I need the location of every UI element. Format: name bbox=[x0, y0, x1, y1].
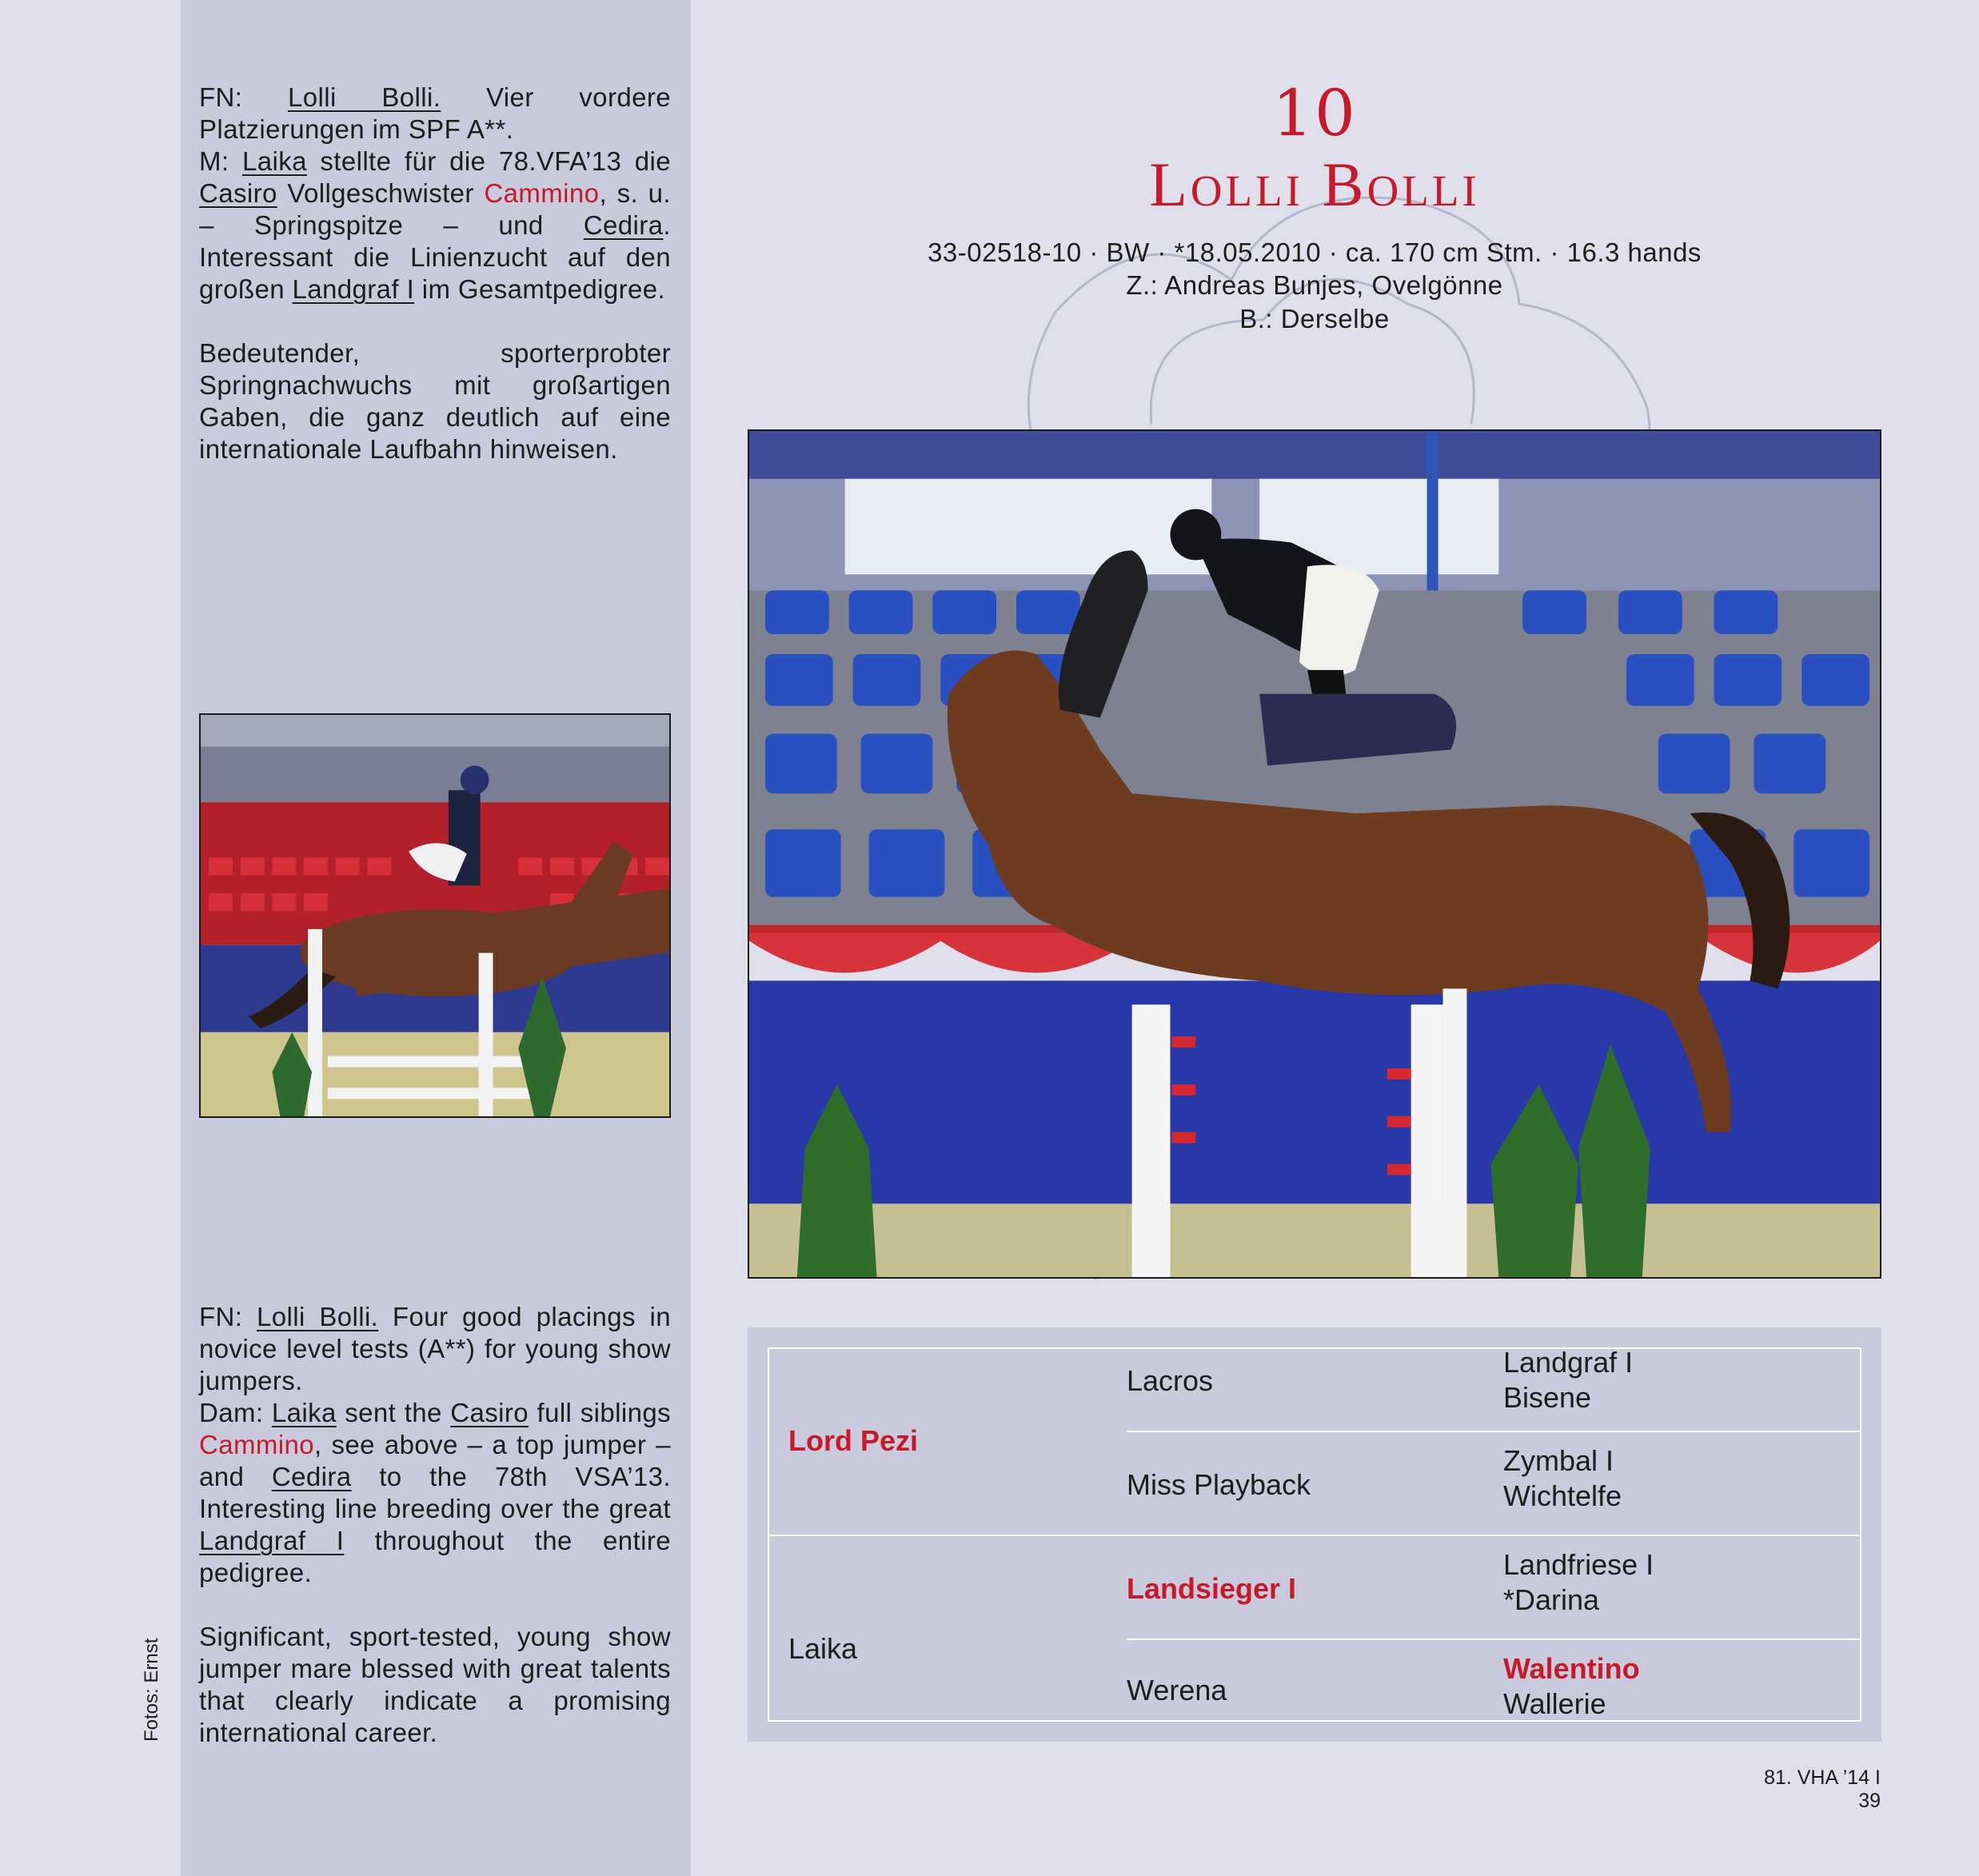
text-span: to the 78th VSA’13. Interesting line breeding over the great bbox=[199, 1462, 671, 1523]
cammino-highlight: Cammino bbox=[484, 178, 600, 208]
dam-label: Dam: bbox=[199, 1398, 272, 1427]
pedigree-sss: Landgraf I bbox=[1503, 1346, 1634, 1379]
text-span: sent the bbox=[336, 1398, 451, 1427]
page-number: 81. VHA ’14 I 39 bbox=[1764, 1766, 1881, 1812]
description-german bbox=[199, 82, 671, 465]
lot-number: 10 bbox=[1272, 76, 1357, 150]
pedigree-dam-dam: Werena bbox=[1127, 1674, 1227, 1706]
text-span: . Interessant die Linienzucht auf den großen bbox=[199, 210, 671, 304]
pedigree-ssd: Bisene bbox=[1503, 1381, 1592, 1414]
text-span: , s. u. – Springspitze – und bbox=[199, 178, 672, 240]
horse-name-link: Lolli Bolli. bbox=[257, 1302, 379, 1331]
main-jumping-photo bbox=[748, 429, 1881, 1279]
pedigree-dss: Landfriese I bbox=[1503, 1548, 1654, 1581]
casiro-link: Casiro bbox=[450, 1398, 529, 1427]
landgraf-link: Landgraf I bbox=[199, 1526, 345, 1555]
cedira-link: Cedira bbox=[271, 1462, 352, 1491]
fn-label: FN: bbox=[199, 1302, 257, 1331]
fn-label: FN: bbox=[199, 82, 289, 112]
pedigree-ddd: Wallerie bbox=[1503, 1687, 1606, 1720]
pedigree-divider bbox=[1127, 1431, 1860, 1432]
breeder-line: Z.: Andreas Bunjes, Ovelgönne bbox=[1126, 270, 1503, 300]
pedigree-dsd: *Darina bbox=[1503, 1583, 1600, 1616]
small-photo-image bbox=[201, 715, 669, 1116]
text-span: Four good placings in novice level tests (A**) for young show jumpers. bbox=[199, 1302, 672, 1395]
horse-name-link: Lolli Bolli. bbox=[288, 82, 441, 112]
horse-name-title: Lolli Bolli bbox=[1149, 150, 1480, 219]
text-span: stellte für die 78.VFA’13 die bbox=[306, 146, 671, 176]
horse-details: 33-02518-10 · BW · *18.05.2010 · ca. 170 cm Stm. · 16.3 hands bbox=[928, 237, 1702, 267]
text-span: throughout the entire pedigree. bbox=[199, 1526, 671, 1587]
pedigree-divider bbox=[769, 1535, 1860, 1536]
pedigree-dam: Laika bbox=[788, 1632, 858, 1665]
text-span: im Gesamtpedigree. bbox=[414, 274, 666, 304]
pedigree-sire-dam: Miss Playback bbox=[1127, 1468, 1311, 1501]
paragraph-en-2: Significant, sport-tested, young show jumper mare blessed with great talents that clearly indicate a promising international career. bbox=[199, 1622, 671, 1747]
casiro-link: Casiro bbox=[199, 178, 277, 208]
landgraf-link: Landgraf I bbox=[292, 274, 415, 304]
paragraph-de-1 bbox=[199, 82, 671, 305]
text-span: Vier vordere Platzierungen im SPF A**. bbox=[199, 82, 671, 144]
cedira-link: Cedira bbox=[583, 210, 664, 240]
photo-credit: Fotos: Ernst bbox=[141, 1638, 162, 1742]
dam-name-link: Laika bbox=[241, 146, 307, 176]
text-span: full siblings bbox=[529, 1398, 671, 1427]
owner-line: B.: Derselbe bbox=[1239, 304, 1390, 333]
text-span: , see above – a top jumper – and bbox=[199, 1430, 671, 1491]
pedigree-dam-sire: Landsieger I bbox=[1127, 1572, 1297, 1605]
pedigree-sds: Zymbal I bbox=[1503, 1444, 1614, 1477]
pedigree-sire: Lord Pezi bbox=[788, 1424, 919, 1457]
text-span: Vollgeschwister bbox=[277, 178, 485, 208]
dam-name-link: Laika bbox=[271, 1398, 337, 1427]
description-english bbox=[199, 1301, 671, 1749]
cammino-highlight: Cammino bbox=[199, 1430, 315, 1459]
pedigree-table bbox=[748, 1327, 1881, 1742]
dam-label: M: bbox=[199, 146, 242, 176]
pedigree-frame bbox=[768, 1347, 1861, 1722]
pedigree-dds: Walentino bbox=[1503, 1652, 1640, 1685]
pedigree-divider bbox=[1127, 1639, 1860, 1640]
paragraph-en-1 bbox=[199, 1301, 671, 1589]
pedigree-sdd: Wichtelfe bbox=[1503, 1479, 1622, 1512]
paragraph-de-2: Bedeutender, sporterprobter Springnachwuchs mit großartigen Gaben, die ganz deutlich auf eine internationale Laufbahn hinweisen. bbox=[199, 338, 671, 464]
pedigree-sire-sire: Lacros bbox=[1127, 1364, 1214, 1397]
main-photo-image bbox=[749, 431, 1880, 1277]
small-jumping-photo bbox=[199, 713, 671, 1118]
